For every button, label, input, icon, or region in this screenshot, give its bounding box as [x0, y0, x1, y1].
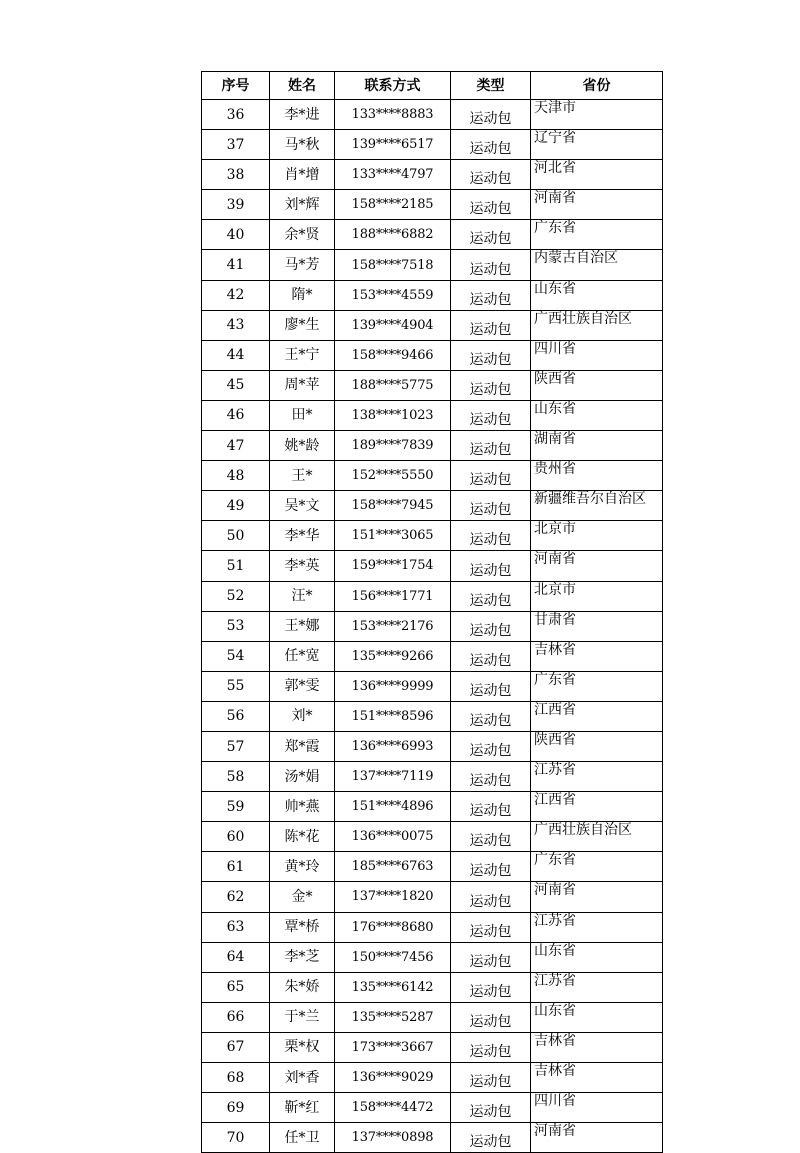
cell-phone: 152****5550	[335, 461, 451, 491]
cell-province: 山东省	[531, 1002, 663, 1032]
cell-phone: 138****1023	[335, 400, 451, 430]
cell-province: 河南省	[531, 1123, 663, 1153]
cell-province: 河北省	[531, 160, 663, 190]
cell-seq: 43	[202, 310, 270, 340]
cell-seq: 51	[202, 551, 270, 581]
cell-seq: 40	[202, 220, 270, 250]
cell-phone: 135****6142	[335, 972, 451, 1002]
cell-type: 运动包	[451, 822, 531, 852]
cell-name: 靳*红	[270, 1093, 335, 1123]
cell-type: 运动包	[451, 1063, 531, 1093]
table-row	[202, 852, 663, 882]
cell-phone: 151****8596	[335, 701, 451, 731]
table-row	[202, 280, 663, 310]
cell-name: 覃*桥	[270, 912, 335, 942]
cell-province: 吉林省	[531, 641, 663, 671]
cell-seq: 37	[202, 130, 270, 160]
cell-province: 甘肃省	[531, 611, 663, 641]
cell-phone: 151****4896	[335, 792, 451, 822]
table-row	[202, 340, 663, 370]
header-province: 省份	[531, 72, 663, 100]
cell-phone: 158****2185	[335, 190, 451, 220]
cell-name: 刘*	[270, 701, 335, 731]
cell-name: 于*兰	[270, 1002, 335, 1032]
cell-seq: 39	[202, 190, 270, 220]
cell-type: 运动包	[451, 220, 531, 250]
cell-phone: 136****9999	[335, 671, 451, 701]
cell-type: 运动包	[451, 671, 531, 701]
cell-type: 运动包	[451, 491, 531, 521]
cell-phone: 158****4472	[335, 1093, 451, 1123]
table-row	[202, 190, 663, 220]
cell-name: 汤*娟	[270, 762, 335, 792]
cell-phone: 158****9466	[335, 340, 451, 370]
cell-name: 李*进	[270, 100, 335, 130]
cell-name: 马*芳	[270, 250, 335, 280]
cell-name: 任*宽	[270, 641, 335, 671]
cell-seq: 70	[202, 1123, 270, 1153]
cell-name: 郭*雯	[270, 671, 335, 701]
cell-phone: 188****6882	[335, 220, 451, 250]
cell-phone: 151****3065	[335, 521, 451, 551]
cell-name: 金*	[270, 882, 335, 912]
cell-name: 黄*玲	[270, 852, 335, 882]
table-body	[202, 100, 663, 1153]
cell-seq: 49	[202, 491, 270, 521]
cell-name: 李*英	[270, 551, 335, 581]
cell-phone: 156****1771	[335, 581, 451, 611]
header-phone: 联系方式	[335, 72, 451, 100]
cell-province: 北京市	[531, 521, 663, 551]
table-row	[202, 461, 663, 491]
cell-phone: 173****3667	[335, 1032, 451, 1062]
table-row	[202, 882, 663, 912]
table-row	[202, 671, 663, 701]
table-row	[202, 521, 663, 551]
table-row	[202, 160, 663, 190]
cell-name: 王*	[270, 461, 335, 491]
cell-province: 江西省	[531, 701, 663, 731]
cell-phone: 135****5287	[335, 1002, 451, 1032]
cell-phone: 139****4904	[335, 310, 451, 340]
cell-name: 李*华	[270, 521, 335, 551]
cell-name: 姚*龄	[270, 431, 335, 461]
cell-type: 运动包	[451, 130, 531, 160]
cell-phone: 136****9029	[335, 1063, 451, 1093]
cell-seq: 69	[202, 1093, 270, 1123]
cell-province: 广东省	[531, 671, 663, 701]
cell-type: 运动包	[451, 310, 531, 340]
cell-seq: 65	[202, 972, 270, 1002]
cell-name: 汪*	[270, 581, 335, 611]
table-row	[202, 942, 663, 972]
cell-type: 运动包	[451, 972, 531, 1002]
cell-type: 运动包	[451, 160, 531, 190]
cell-type: 运动包	[451, 942, 531, 972]
table-row	[202, 250, 663, 280]
cell-phone: 135****9266	[335, 641, 451, 671]
cell-seq: 60	[202, 822, 270, 852]
cell-type: 运动包	[451, 280, 531, 310]
cell-seq: 67	[202, 1032, 270, 1062]
cell-province: 广西壮族自治区	[531, 822, 663, 852]
cell-phone: 150****7456	[335, 942, 451, 972]
table-row	[202, 400, 663, 430]
cell-seq: 61	[202, 852, 270, 882]
cell-province: 江西省	[531, 792, 663, 822]
cell-name: 肖*增	[270, 160, 335, 190]
table-row	[202, 792, 663, 822]
table-row	[202, 491, 663, 521]
cell-province: 湖南省	[531, 431, 663, 461]
cell-seq: 45	[202, 370, 270, 400]
cell-type: 运动包	[451, 1123, 531, 1153]
table-row	[202, 912, 663, 942]
cell-province: 内蒙古自治区	[531, 250, 663, 280]
cell-type: 运动包	[451, 340, 531, 370]
cell-phone: 137****1820	[335, 882, 451, 912]
cell-seq: 68	[202, 1063, 270, 1093]
cell-seq: 47	[202, 431, 270, 461]
cell-name: 廖*生	[270, 310, 335, 340]
cell-type: 运动包	[451, 581, 531, 611]
cell-seq: 63	[202, 912, 270, 942]
cell-type: 运动包	[451, 431, 531, 461]
table-row	[202, 641, 663, 671]
cell-seq: 52	[202, 581, 270, 611]
cell-type: 运动包	[451, 1032, 531, 1062]
cell-seq: 56	[202, 701, 270, 731]
cell-type: 运动包	[451, 250, 531, 280]
cell-type: 运动包	[451, 1002, 531, 1032]
cell-province: 天津市	[531, 100, 663, 130]
cell-phone: 189****7839	[335, 431, 451, 461]
header-name: 姓名	[270, 72, 335, 100]
table-row	[202, 220, 663, 250]
winner-table	[201, 71, 663, 1153]
table-row	[202, 1093, 663, 1123]
cell-type: 运动包	[451, 792, 531, 822]
cell-seq: 50	[202, 521, 270, 551]
cell-type: 运动包	[451, 701, 531, 731]
cell-province: 吉林省	[531, 1063, 663, 1093]
table-row	[202, 310, 663, 340]
cell-name: 隋*	[270, 280, 335, 310]
table-row	[202, 1063, 663, 1093]
cell-province: 河南省	[531, 551, 663, 581]
cell-phone: 188****5775	[335, 370, 451, 400]
cell-type: 运动包	[451, 882, 531, 912]
cell-name: 朱*娇	[270, 972, 335, 1002]
header-type: 类型	[451, 72, 531, 100]
table-header-row	[202, 72, 663, 100]
cell-province: 陕西省	[531, 370, 663, 400]
cell-name: 周*苹	[270, 370, 335, 400]
cell-type: 运动包	[451, 100, 531, 130]
cell-seq: 54	[202, 641, 270, 671]
table-row	[202, 762, 663, 792]
cell-province: 陕西省	[531, 731, 663, 761]
cell-phone: 153****4559	[335, 280, 451, 310]
cell-province: 辽宁省	[531, 130, 663, 160]
cell-province: 山东省	[531, 400, 663, 430]
cell-phone: 137****0898	[335, 1123, 451, 1153]
cell-seq: 53	[202, 611, 270, 641]
cell-province: 江苏省	[531, 972, 663, 1002]
table-row	[202, 1002, 663, 1032]
cell-phone: 136****0075	[335, 822, 451, 852]
cell-name: 余*贤	[270, 220, 335, 250]
cell-province: 山东省	[531, 280, 663, 310]
cell-type: 运动包	[451, 912, 531, 942]
cell-type: 运动包	[451, 370, 531, 400]
cell-name: 刘*辉	[270, 190, 335, 220]
cell-name: 马*秋	[270, 130, 335, 160]
cell-seq: 58	[202, 762, 270, 792]
cell-province: 四川省	[531, 340, 663, 370]
cell-type: 运动包	[451, 641, 531, 671]
table-row	[202, 431, 663, 461]
cell-seq: 55	[202, 671, 270, 701]
cell-province: 江苏省	[531, 912, 663, 942]
cell-phone: 176****8680	[335, 912, 451, 942]
cell-province: 吉林省	[531, 1032, 663, 1062]
cell-province: 山东省	[531, 942, 663, 972]
cell-type: 运动包	[451, 461, 531, 491]
cell-phone: 137****7119	[335, 762, 451, 792]
cell-name: 刘*香	[270, 1063, 335, 1093]
cell-phone: 159****1754	[335, 551, 451, 581]
table-row	[202, 100, 663, 130]
cell-name: 王*宁	[270, 340, 335, 370]
cell-name: 帅*燕	[270, 792, 335, 822]
cell-name: 任*卫	[270, 1123, 335, 1153]
cell-seq: 57	[202, 731, 270, 761]
cell-name: 李*芝	[270, 942, 335, 972]
cell-phone: 153****2176	[335, 611, 451, 641]
cell-type: 运动包	[451, 731, 531, 761]
cell-province: 广东省	[531, 852, 663, 882]
table-row	[202, 130, 663, 160]
cell-type: 运动包	[451, 521, 531, 551]
cell-phone: 133****4797	[335, 160, 451, 190]
table-row	[202, 972, 663, 1002]
cell-name: 郑*霞	[270, 731, 335, 761]
table-row	[202, 731, 663, 761]
cell-seq: 59	[202, 792, 270, 822]
cell-seq: 38	[202, 160, 270, 190]
table-row	[202, 1123, 663, 1153]
table-row	[202, 822, 663, 852]
cell-type: 运动包	[451, 762, 531, 792]
cell-province: 北京市	[531, 581, 663, 611]
cell-seq: 44	[202, 340, 270, 370]
table-row	[202, 370, 663, 400]
cell-type: 运动包	[451, 611, 531, 641]
table-row	[202, 701, 663, 731]
table-row	[202, 611, 663, 641]
table-row	[202, 551, 663, 581]
cell-name: 栗*权	[270, 1032, 335, 1062]
cell-name: 王*娜	[270, 611, 335, 641]
cell-province: 江苏省	[531, 762, 663, 792]
cell-seq: 36	[202, 100, 270, 130]
cell-type: 运动包	[451, 400, 531, 430]
cell-seq: 48	[202, 461, 270, 491]
cell-phone: 139****6517	[335, 130, 451, 160]
cell-seq: 64	[202, 942, 270, 972]
cell-province: 河南省	[531, 882, 663, 912]
cell-seq: 66	[202, 1002, 270, 1032]
cell-type: 运动包	[451, 190, 531, 220]
cell-phone: 158****7945	[335, 491, 451, 521]
table-row	[202, 581, 663, 611]
cell-name: 陈*花	[270, 822, 335, 852]
cell-phone: 136****6993	[335, 731, 451, 761]
header-seq: 序号	[202, 72, 270, 100]
cell-province: 四川省	[531, 1093, 663, 1123]
cell-type: 运动包	[451, 1093, 531, 1123]
cell-province: 广东省	[531, 220, 663, 250]
cell-phone: 158****7518	[335, 250, 451, 280]
cell-province: 广西壮族自治区	[531, 310, 663, 340]
cell-seq: 41	[202, 250, 270, 280]
cell-province: 河南省	[531, 190, 663, 220]
cell-name: 田*	[270, 400, 335, 430]
table-row	[202, 1032, 663, 1062]
cell-type: 运动包	[451, 852, 531, 882]
cell-type: 运动包	[451, 551, 531, 581]
cell-seq: 46	[202, 400, 270, 430]
cell-phone: 185****6763	[335, 852, 451, 882]
cell-name: 吴*文	[270, 491, 335, 521]
cell-phone: 133****8883	[335, 100, 451, 130]
cell-seq: 62	[202, 882, 270, 912]
cell-province: 贵州省	[531, 461, 663, 491]
cell-province: 新疆维吾尔自治区	[531, 491, 663, 521]
cell-seq: 42	[202, 280, 270, 310]
